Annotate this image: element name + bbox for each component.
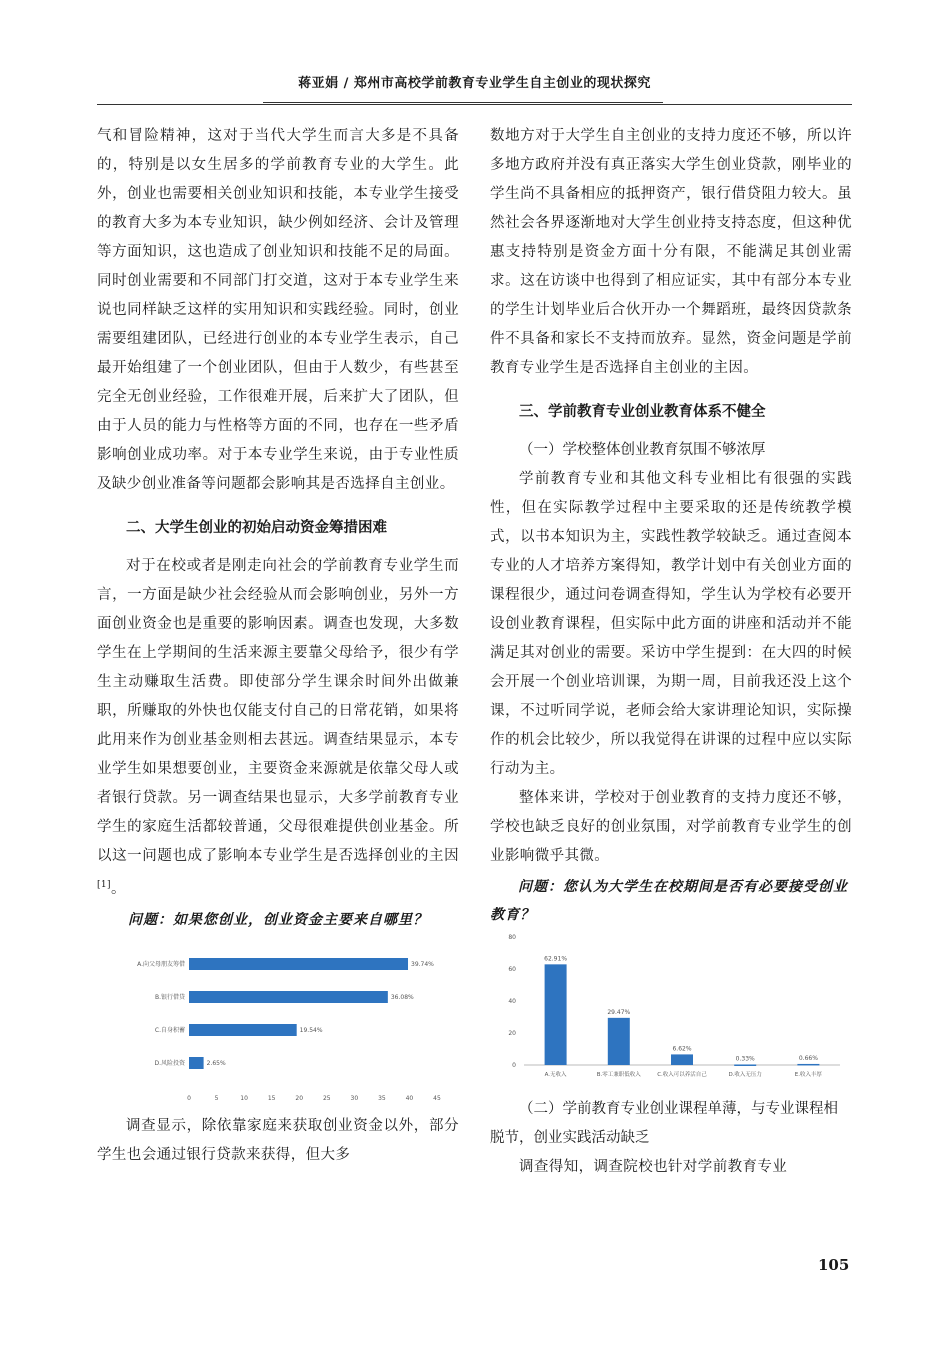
x-tick-label: 20 [295, 1094, 304, 1100]
bar [545, 964, 567, 1065]
x-tick-label: 0 [187, 1094, 191, 1100]
category-label: A.无收入 [544, 1072, 567, 1078]
bar [734, 1064, 756, 1066]
data-label: 29.47% [607, 1008, 631, 1016]
data-label: 0.66% [798, 1054, 818, 1062]
x-tick-label: 15 [267, 1094, 276, 1100]
x-tick-label: 30 [350, 1094, 359, 1100]
category-label: C.收入可以养活自己 [657, 1072, 707, 1078]
citation-marker: [1] [97, 880, 111, 890]
right-column [490, 122, 852, 1182]
bar [189, 991, 388, 1003]
right-paragraph-4: 调查得知，调查院校也针对学前教育专业 [519, 1159, 788, 1175]
data-label: 19.54% [299, 1026, 323, 1034]
subsection-heading-1: （一）学校整体创业教育氛围不够浓厚 [519, 442, 766, 458]
data-label: 2.65% [206, 1059, 226, 1067]
funding-source-chart [97, 940, 459, 1104]
page-number: 105 [818, 1256, 850, 1274]
category-label: D.收入无压力 [728, 1072, 762, 1078]
left-paragraph-2-end: 。 [110, 880, 126, 897]
category-label: C.自身积蓄 [154, 1026, 185, 1034]
x-tick-label: 25 [322, 1094, 331, 1100]
income-chart [490, 929, 852, 1095]
data-label: 39.74% [411, 960, 434, 968]
section-heading-3: 三、学前教育专业创业教育体系不健全 [519, 403, 766, 420]
bar [671, 1054, 693, 1065]
right-paragraph-2: 学前教育专业和其他文科专业相比有很强的实践性，但在实际教学过程中主要采取的还是传统教学模式，以书本知识为主，实践性教学较缺乏。通过查阅本专业的人才培养方案得知，教学计划中有关创业方面的课程很少，通过问卷调查得知，学生认为学校有必要开设创业教育课程，但实际中此方面的讲座和活动并不能满足其对创业的需要。采访中学生提到：在大四的时候会开展一个创业培训课，为期一周，目前我还没上这个课，不过听同学说，老师会给大家讲理论知识，实际操作的机会比较少，所以我觉得在讲课的过程中应以实际行动为主。 [490, 471, 852, 777]
survey-question-funding: 问题：如果您创业，创业资金主要来自哪里？ [128, 911, 428, 928]
category-label: E.收入丰厚 [794, 1072, 823, 1078]
bar [189, 1057, 204, 1069]
subsection-heading-2: （二）学前教育专业创业课程单薄，与专业课程相脱节，创业实践活动缺乏 [490, 1101, 838, 1146]
left-paragraph-2-text: 对于在校或者是刚走向社会的学前教育专业学生而言，一方面是缺少社会经验从而会影响创业，另外一方面创业资金也是重要的影响因素。调查也发现，大多数学生在上学期间的生活来源主要靠父母给予，很少有学生主动赚取生活费。即使部分学生课余时间外出做兼职，所赚取的外快也仅能支付自己的日常花销，如果将此用来作为创业基金则相去甚远。调查结果显示，本专业学生如果想要创业，主要资金来源就是依靠父母人或者银行贷款。另一调查结果也显示，大多学前教育专业学生的家庭生活都较普通，父母很难提供创业基金。所以这一问题也成了影响本专业学生是否选择创业的主因 [97, 558, 459, 864]
bar [189, 958, 408, 970]
section-heading-2: 二、大学生创业的初始启动资金筹措困难 [126, 519, 387, 536]
running-header: 蒋亚娟 / 郑州市高校学前教育专业学生自主创业的现状探究 [298, 76, 651, 91]
category-label: B.银行借贷 [154, 993, 185, 1001]
funding-bar-chart [97, 940, 459, 1100]
x-tick-label: 40 [405, 1094, 414, 1100]
right-paragraph-3: 整体来讲，学校对于创业教育的支持力度还不够，学校也缺乏良好的创业氛围，对学前教育专业学生的创业影响微乎其微。 [490, 790, 852, 864]
data-label: 6.62% [672, 1045, 692, 1053]
y-tick-label: 0 [512, 1062, 516, 1069]
survey-question-education: 问题：您认为大学生在校期间是否有必要接受创业教育？ [490, 879, 848, 923]
data-label: 62.91% [544, 955, 568, 963]
x-tick-label: 35 [378, 1094, 386, 1100]
header-rule-upper [263, 102, 663, 103]
bar [797, 1064, 819, 1066]
header-rule [97, 104, 852, 105]
data-label: 0.33% [735, 1055, 755, 1063]
left-paragraph-2 [97, 552, 459, 904]
x-tick-label: 5 [214, 1094, 219, 1100]
category-label: B.零工兼职低收入 [596, 1072, 641, 1078]
y-tick-label: 40 [508, 998, 516, 1005]
y-tick-label: 60 [508, 966, 516, 973]
right-paragraph-1: 数地方对于大学生自主创业的支持力度还不够，所以许多地方政府并没有真正落实大学生创业贷款，刚毕业的学生尚不具备相应的抵押资产，银行借贷阻力较大。虽然社会各界逐渐地对大学生创业持支持态度，但这种优惠支持特别是资金方面十分有限，不能满足其创业需求。这在访谈中也得到了相应证实，其中有部分本专业的学生计划毕业后合伙开办一个舞蹈班，最终因贷款条件不具备和家长不支持而放弃。显然，资金问题是学前教育专业学生是否选择自主创业的主因。 [490, 128, 852, 376]
bar [189, 1024, 297, 1036]
category-label: D.风险投资 [154, 1059, 185, 1067]
x-tick-label: 45 [433, 1094, 441, 1100]
y-tick-label: 80 [508, 934, 516, 941]
left-column [97, 122, 459, 1170]
category-label: A.向父母朋友筹借 [137, 960, 185, 968]
x-tick-label: 10 [240, 1094, 248, 1100]
bar [608, 1018, 630, 1065]
data-label: 36.08% [390, 993, 414, 1001]
left-paragraph-1: 气和冒险精神，这对于当代大学生而言大多是不具备的，特别是以女生居多的学前教育专业的大学生。此外，创业也需要相关创业知识和技能，本专业学生接受的教育大多为本专业知识，缺少例如经济、会计及管理等方面知识，这也造成了创业知识和技能不足的局面。同时创业需要和不同部门打交道，这对于本专业学生来说也同样缺乏这样的实用知识和实践经验。同时，创业需要组建团队，已经进行创业的本专业学生表示，自己最开始组建了一个创业团队，但由于人数少，有些甚至完全无创业经验，工作很难开展，后来扩大了团队，但由于人员的能力与性格等方面的不同，也存在一些矛盾影响创业成功率。对于本专业学生来说，由于专业性质及缺少创业准备等问题都会影响其是否选择自主创业。 [97, 128, 459, 492]
left-paragraph-3: 调查显示，除依靠家庭来获取创业资金以外，部分学生也会通过银行贷款来获得，但大多 [97, 1117, 459, 1163]
y-tick-label: 20 [508, 1030, 516, 1037]
income-bar-chart [490, 929, 852, 1091]
